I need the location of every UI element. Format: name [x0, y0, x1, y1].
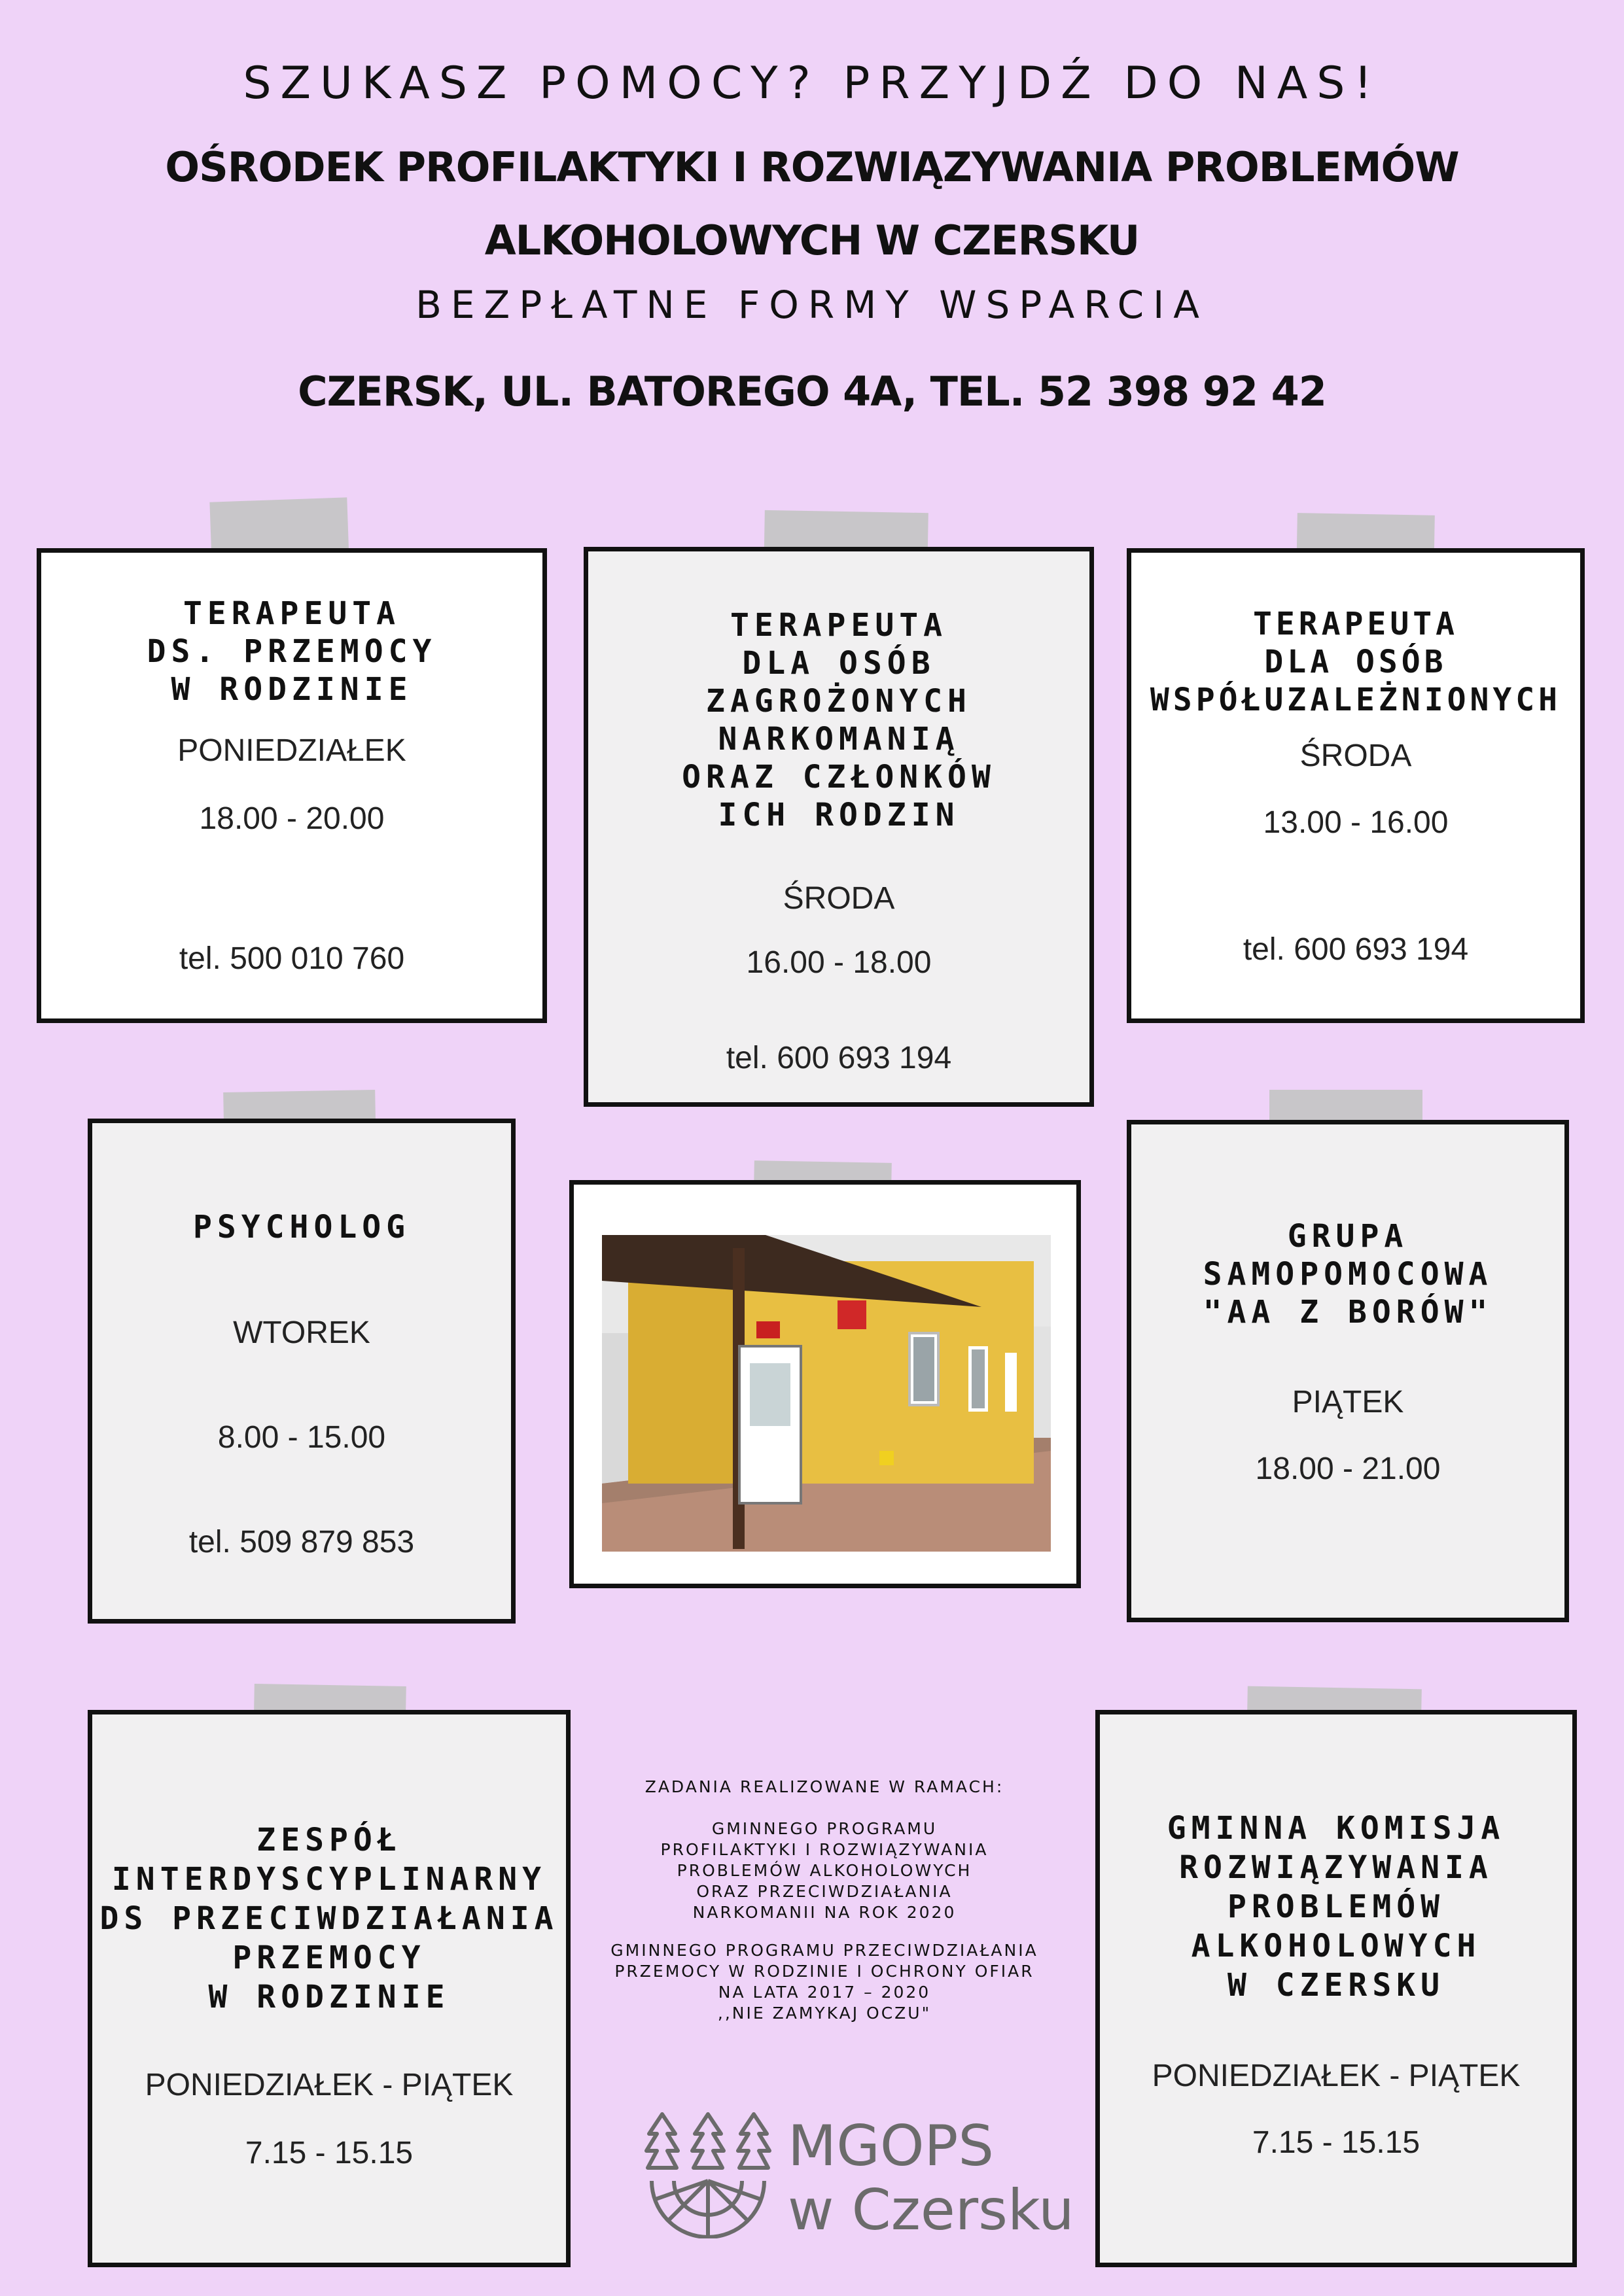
- program-violence: GMINNEGO PROGRAMU PRZECIWDZIAŁANIA PRZEMOCY W RODZINIE I OCHRONY OFIAR NA LATA 2017 – 2020 ,,NIE ZAMYKAJ OCZU": [610, 1941, 1038, 2023]
- card-psychologist: [88, 1119, 516, 1624]
- card-day: PONIEDZIAŁEK - PIĄTEK: [1152, 2059, 1521, 2093]
- tagline: SZUKASZ POMOCY? PRZYJDŹ DO NAS!: [243, 58, 1381, 109]
- card-aa-group: [1127, 1120, 1569, 1622]
- card-hours: 7.15 - 15.15: [245, 2136, 414, 2170]
- card-day: PIĄTEK: [1292, 1385, 1404, 1419]
- card-hours: 18.00 - 20.00: [199, 801, 385, 836]
- mgops-logo-text-line1: MGOPS: [788, 2113, 994, 2179]
- mgops-logo-text-line2: w Czersku: [788, 2178, 1074, 2243]
- card-phone: tel. 600 693 194: [726, 1041, 952, 1075]
- organization-name-line1: OŚRODEK PROFILAKTYKI I ROZWIĄZYWANIA PROBLEMÓW: [165, 143, 1459, 191]
- card-phone: tel. 600 693 194: [1243, 932, 1469, 967]
- card-title: GMINNA KOMISJA ROZWIĄZYWANIA PROBLEMÓW ALKOHOLOWYCH W CZERSKU: [1167, 1810, 1506, 2004]
- card-phone: tel. 509 879 853: [188, 1525, 415, 1559]
- address-line: CZERSK, UL. BATOREGO 4A, TEL. 52 398 92 42: [298, 368, 1326, 415]
- card-hours: 8.00 - 15.00: [217, 1420, 386, 1455]
- card-day: PONIEDZIAŁEK - PIĄTEK: [145, 2068, 514, 2102]
- card-commission: [1095, 1710, 1577, 2267]
- card-title: TERAPEUTA DLA OSÓB WSPÓŁUZALEŻNIONYCH: [1150, 606, 1562, 718]
- card-hours: 7.15 - 15.15: [1252, 2125, 1421, 2160]
- card-day: PONIEDZIAŁEK: [177, 733, 406, 768]
- card-title: TERAPEUTA DS. PRZEMOCY W RODZINIE: [147, 595, 437, 708]
- program-alcohol: GMINNEGO PROGRAMU PROFILAKTYKI I ROZWIĄZYWANIA PROBLEMÓW ALKOHOLOWYCH ORAZ PRZECIWDZIAŁANIA NARKOMANII NA ROK 2020: [660, 1819, 989, 1922]
- card-title: TERAPEUTA DLA OSÓB ZAGROŻONYCH NARKOMANIĄ ORAZ CZŁONKÓW ICH RODZIN: [682, 607, 996, 833]
- card-title: GRUPA SAMOPOMOCOWA "AA Z BORÓW": [1203, 1218, 1493, 1331]
- card-hours: 13.00 - 16.00: [1263, 805, 1449, 840]
- card-day: ŚRODA: [783, 881, 895, 916]
- card-codependent-therapist: [1127, 548, 1585, 1023]
- mgops-logo: [643, 2108, 773, 2238]
- support-subtitle: BEZPŁATNE FORMY WSPARCIA: [415, 283, 1209, 327]
- organization-name: [0, 131, 1624, 277]
- card-hours: 16.00 - 18.00: [746, 945, 932, 980]
- card-addiction-therapist: [584, 547, 1094, 1107]
- card-interdisciplinary-team: [88, 1710, 571, 2267]
- card-title: ZESPÓŁ INTERDYSCYPLINARNY DS PRZECIWDZIAŁANIA PRZEMOCY W RODZINIE: [99, 1822, 559, 2015]
- card-day: ŚRODA: [1299, 739, 1412, 773]
- card-hours: 18.00 - 21.00: [1255, 1452, 1441, 1486]
- organization-name-line2: ALKOHOLOWYCH W CZERSKU: [484, 217, 1140, 264]
- card-title: PSYCHOLOG: [192, 1209, 411, 1245]
- building-photo: [602, 1235, 1051, 1552]
- card-violence-therapist: [37, 548, 547, 1023]
- card-phone: tel. 500 010 760: [179, 941, 405, 976]
- trees-wheel-logo-icon: [643, 2108, 773, 2238]
- card-day: WTOREK: [233, 1315, 370, 1350]
- programs-intro: ZADANIA REALIZOWANE W RAMACH:: [644, 1777, 1004, 1796]
